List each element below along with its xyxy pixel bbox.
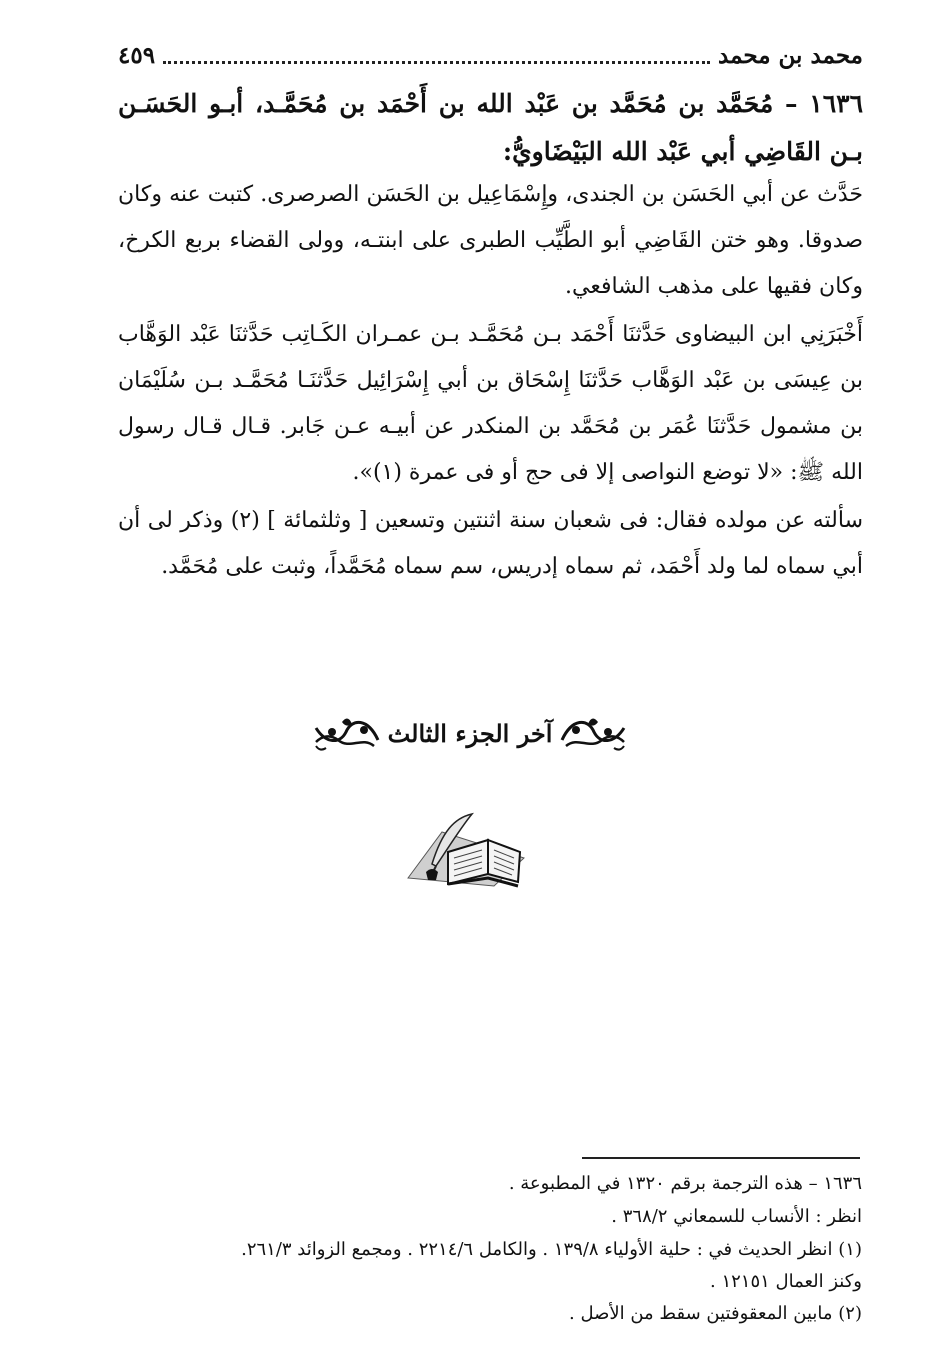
footnote-line: انظر : الأنساب للسمعاني ٣٦٨/٢ . xyxy=(611,1206,862,1227)
entry-title: ١٦٣٦ – مُحَمَّد بن مُحَمَّد بن عَبْد الله بن أَحْمَد بن مُحَمَّـد، أبـو الحَسَـن بـن القَاضِي أبي عَبْد الله البَيْضَاويُّ: xyxy=(118,89,863,166)
entry-paragraph-1: حَدَّث عن أبي الحَسَن بن الجندى، وإِسْمَاعِيل بن الحَسَن الصرصرى. كتبت عنه وكان صدوقا. وهو ختن القَاضِي أبو الطَّيِّب الطبرى على ابنتـه، وولى القضاء بربع الكرخ، وكان فقيها على مذهب الشافعي. xyxy=(118,182,863,299)
header-dot-leader xyxy=(163,47,710,64)
entry-paragraph-3: سألته عن مولده فقال: فى شعبان سنة اثنتين وتسعين [ وثلثمائة ] (٢) وذكر لى أن أبي سماه لما ولد أَحْمَد، ثم سماه إدريس، سم سماه مُحَمَّداً، وثبت على مُحَمَّد. xyxy=(118,508,864,579)
colophon-text: آخر الجزء الثالث xyxy=(387,718,553,748)
floral-flourish-icon xyxy=(558,710,628,756)
footnote-separator xyxy=(582,1157,860,1159)
entry-paragraph-2: أَخْبَرَنِي ابن البيضاوى حَدَّثنَا أَحْمَد بـن مُحَمَّـد بـن عمـران الكَـاتِب حَدَّثنَا عَبْد الوَهَّاب بن عِيسَى بن عَبْد الوَهَّاب حَدَّثنَا إِسْحَاق بن أبي إِسْرَائِيل حَدَّثنَـا مُحَمَّـد بـن سُلَيْمَان بن مشمول حَدَّثنَا عُمَر بن مُحَمَّد بن المنكدر عن أبيـه عـن جَابر. قـال قـال رسول الله ﷺ: «لا توضع النواصى إلا فى حج أو فى عمرة (١)». xyxy=(118,322,863,485)
open-book-quill-icon xyxy=(402,812,532,888)
footnote-line: (١) انظر الحديث في : حلية الأولياء ١٣٩/٨ . والكامل ٢٢١٤/٦ . ومجمع الزوائد ٢٦١/٣. xyxy=(241,1239,862,1260)
running-title: محمد بن محمد xyxy=(718,41,863,69)
colophon xyxy=(300,705,640,761)
footnote-line: وكنز العمال ١٢١٥١ . xyxy=(709,1271,862,1292)
floral-flourish-icon xyxy=(312,710,382,756)
footnote-line: ١٦٣٦ – هذه الترجمة برقم ١٣٢٠ في المطبوعة . xyxy=(508,1173,862,1194)
page-number: ٤٥٩ xyxy=(118,41,156,69)
footnote-line: (٢) مابين المعقوفتين سقط من الأصل . xyxy=(569,1303,862,1324)
page-header xyxy=(118,38,863,72)
